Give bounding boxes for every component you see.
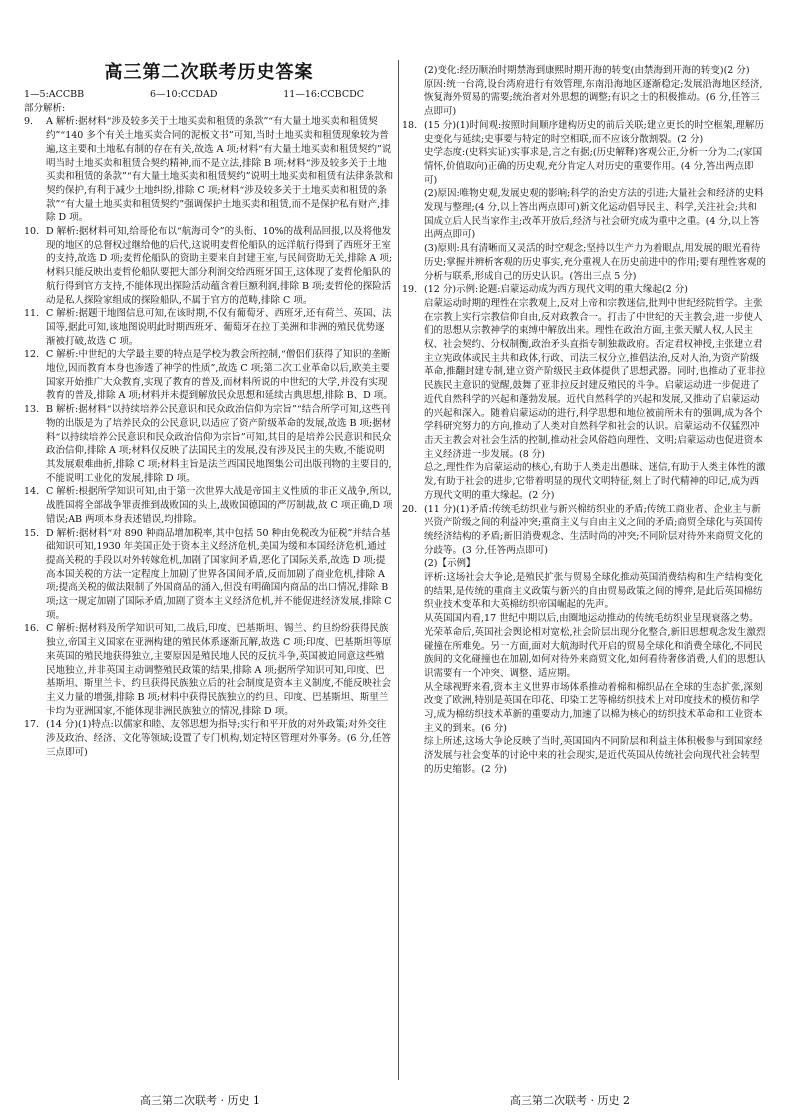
item-number	[402, 735, 424, 776]
item-number	[402, 571, 424, 612]
answer-item	[402, 681, 766, 736]
item-number	[402, 557, 424, 571]
item-number	[402, 78, 424, 119]
item-text: (2)变化:经历顺治时期禁海到康熙时期开海的转变(由禁海到开海的转变)(2 分)	[424, 65, 750, 76]
item-text: 从英国国内看,17 世纪中期以后,由圈地运动推动的传统毛纺织业呈现衰落之势。光荣革命后,英国社会舆论相对宽松,社会阶层出现分化整合,新旧思想观念发生激烈碰撞在所难免。另一方面,面对大航海时代开启的贸易全球化和消费全球化,不同民族间的文化碰撞也在加剧,如何对待外来商贸文化,如何看待奢侈消费,人们的思想认识需要有一个冲突、调整、适应期。	[424, 613, 766, 679]
item-number: 19.	[402, 284, 418, 296]
right-column	[402, 64, 766, 777]
item-number: 12.	[24, 349, 40, 361]
item-text: (2)原因:唯物史观,发展史观的影响;科学的治史方法的引进;大量社会和经济的史料发现与整理;(4 分,以上答出两点即可)新文化运动倡导民主、科学,关注社会;共和国成立后人民当家作主;改革开放后,经济与社会研究成为重中之重。(4 分,以上答出两点即可)	[424, 188, 764, 241]
item-number: 15.	[24, 527, 40, 539]
item-number	[402, 612, 424, 681]
answer-item	[24, 403, 394, 485]
right-item-list	[402, 64, 766, 777]
item-number	[402, 187, 424, 242]
mc-answer-group: 11—16:CCBCDC	[283, 89, 364, 100]
item-text: C 解析:中世纪的大学最主要的特点是学校为教会所控制,“僧侣们获得了知识的垄断地位,因而教育本身也渗透了神学的性质”,故选 C 项;第二次工业革命以后,欧美主要国家开始推广大众教育,实现了教育的普及,而材料所说的中世纪的大学,并没有实现教育的普及,排除 A 项;材料并未提到解放民众思想和延续古典思想,排除 B、D 项。	[46, 349, 393, 402]
left-item-list	[24, 115, 394, 759]
answer-item	[402, 612, 766, 681]
answer-item	[24, 115, 394, 225]
page-title: 高三第二次联考历史答案	[104, 62, 314, 83]
answer-item	[402, 297, 766, 461]
item-text: D 解析:据材料“对 890 种商品增加税率,其中包括 50 种由免税改为征税”并结合基础知识可知,1930 年美国正处于资本主义经济危机,美国为缓和本国经济危机,通过提高关税的手段以对外转嫁危机,加剧了国家间矛盾,恶化了国际关系,故选 D 项;提高本国关税的方法一定程度上加剧了世界各国间矛盾,反而加剧了商业危机,排除 A 项;提高关税的做法限制了外国商品的涌入,但没有明确国内商品的出口情况,排除 B 项;这一规定加剧了国际矛盾,加剧了资本主义经济危机,并不能促进经济发展,排除 C 项。	[46, 527, 392, 621]
item-number: 14.	[24, 486, 40, 498]
answer-item	[402, 557, 766, 571]
item-number	[402, 64, 424, 78]
item-number: 17.	[24, 719, 40, 731]
answer-item	[402, 571, 766, 612]
item-number: 18.	[402, 119, 418, 131]
item-text: (12 分)示例:论题:启蒙运动成为西方现代文明的重大缘起(2 分)	[424, 284, 688, 296]
item-text: 启蒙运动时期的理性在宗教观上,反对上帝和宗教迷信,批判中世纪经院哲学。主张在宗教上实行宗教信仰自由,反对政教合一。打击了中世纪的天主教会,进一步使人们的思想从宗教神学的束缚中解放出来。理性在政治方面,主张天赋人权,人民主权、社会契约、分权制衡,政治矛头直指专制独裁政府。否定君权神授,主张建立君主立宪政体或民主共和政体,行政、司法三权分立,推倡法治,反对人治,为资产阶级革命,推翻封建专制,建立资产阶级民主政体提供了思想武器。同时,也推动了亚非拉民族民主意识的觉醒,鼓舞了亚非拉反封建反殖民的斗争。启蒙运动进一步促进了近代自然科学的兴起和蓬勃发展。近代自然科学的兴起和发展,又推动了启蒙运动的兴起和深入。随着启蒙运动的进行,科学思想和地位被前所未有的强调,成为各个学科研究努力的方向,推动了人类对自然科学和社会的认识。启蒙运动不仅猛烈冲击天主教会对社会生活的控制,推动社会风俗趋向理性、文明;启蒙运动也促进资本主义经济进一步发展。(8 分)	[424, 297, 766, 460]
item-text: C 解析:据材料及所学知识可知,二战后,印度、巴基斯坦、锡兰、约旦纷纷获得民族独立,帝国主义国家在亚洲构建的殖民体系逐渐瓦解,故选 C 项;印度、巴基斯坦等原来英国的殖民地获得独立,主要原因是殖民地人民的反抗斗争,英国被迫同意这些殖民地独立,并非英国主动调整殖民政策的结果,排除 A 项;据所学知识可知,印度、巴基斯坦、斯里兰卡、约旦获得民族独立后的社会制度是资本主义制度,不能反映社会主义力量的增强,排除 B 项;材料中获得民族独立的约旦、印度、巴基斯坦、斯里兰卡均为亚洲国家,不能体现非洲民族独立的情况,排除 D 项。	[46, 623, 392, 717]
column-divider	[398, 60, 399, 1080]
item-number: 16.	[24, 623, 40, 635]
item-text: (14 分)(1)特点:以儒家和睦、友邻思想为指导;实行和平开放的对外政策;对外交往涉及政治、经济、文化等领域;设置了专门机构,划定特区管理对外事务。(6 分,任答三点即可)	[46, 719, 392, 758]
item-text: 原因:统一台湾,设台湾府进行有效管理,东南沿海地区逐渐稳定;发展沿海地区经济,恢复海外贸易的需要;统治者对外思想的调整;有识之士的积极推动。(6 分,任答三点即可)	[424, 78, 763, 118]
answer-item	[24, 527, 394, 623]
item-number: 11.	[24, 308, 40, 320]
answer-item	[402, 283, 766, 297]
item-number: 10.	[24, 226, 40, 238]
answer-item	[402, 461, 766, 502]
answer-item	[24, 622, 394, 718]
item-text: C 解析:据题干地图信息可知,在该时期,不仅有葡萄牙、西班牙,还有荷兰、英国、法国等,据此可知,该地图说明此时期西班牙、葡萄牙在拉丁美洲和非洲的殖民优势逐渐被打破,故选 C 项。	[46, 308, 392, 347]
item-text: 史学态度:(史料实证)实事求是,言之有据;(历史解释)客观公正,分析一分为二;(家国情怀,价值取向)正确的历史观,充分肯定人对历史的重要作用。(4 分,答出两点即可)	[424, 147, 763, 186]
answer-item	[24, 225, 394, 307]
item-text: (15 分)(1)时间观:按照时间顺序建构历史的前后关联;建立更长的时空框架,理解历史变化与延续;史事要与特定的时空相联,而不应该分散割裂。(2 分)	[424, 119, 764, 145]
item-number	[402, 242, 424, 283]
item-number: 20.	[402, 503, 418, 515]
answer-item	[402, 146, 766, 187]
item-text: A 解析:据材料“涉及较多关于土地买卖和租赁的条款”“有大量土地买卖和租赁契约”“140 多个有关土地买卖合同的泥板文书”可知,当时土地买卖和租赁现象较为普遍,这主要和土地私有制的存在有关,故选 A 项;材料“有大量土地买卖和租赁契约”说明当时土地买卖和租赁合契约精神,而不是立法,排除 B 项;材料“涉及较多关于土地买卖和租赁的条款”“有大量土地买卖和租赁契约”说明土地买卖和租赁有法律条款和契约保护,有利于减少土地纠纷,排除 C 项;材料“涉及较多关于土地买卖和租赁的条款”“有大量土地买卖和租赁契约”强调保护土地买卖和租赁,而不是保护私有财产,排除 D 项。	[46, 116, 394, 224]
item-text: (11 分)(1)矛盾:传统毛纺织业与新兴棉纺织业的矛盾;传统工商业者、企业主与新兴资产阶级之间的利益冲突;重商主义与自由主义之间的矛盾;商贸全球化与英国传统经济结构的矛盾;新旧消费观念、生活时尚的冲突;不同阶层对待外来商贸文化的分歧等。(3 分,任答两点即可)	[424, 503, 763, 556]
item-number	[402, 461, 424, 502]
footer-page-2: 高三第二次联考 · 历史 2	[510, 1094, 630, 1107]
answer-item	[402, 119, 766, 146]
answer-item	[402, 503, 766, 558]
answer-item	[24, 485, 394, 526]
item-number: 13.	[24, 404, 40, 416]
mc-answers	[24, 88, 394, 102]
mc-answer-group: 6—10:CCDAD	[149, 89, 218, 100]
answer-item	[24, 348, 394, 403]
mc-answer-group: 1—5:ACCBB	[24, 89, 85, 100]
answer-item	[24, 718, 394, 759]
item-text: B 解析:据材料“以持续培养公民意识和民众政治信仰为宗旨”“结合所学可知,这些刊物的出版是为了培养民众的公民意识,以适应了资产阶级革命的发展,故选 B 项;据材料“以持续培养公民意识和民众政治信仰为宗旨”可知,其目的是培养公民意识和民众政治信仰,排除 A 项;材料仅反映了法国民主的发展,没有涉及民主的失败,不能说明其发展艰难曲折,排除 C 项;材料主旨是法兰西国民地图集公司出版刊物的主要目的,不能说明工业化的发展,排除 D 项。	[46, 404, 392, 484]
answer-item	[402, 242, 766, 283]
answer-item	[402, 735, 766, 776]
footer-page-1: 高三第二次联考 · 历史 1	[140, 1094, 260, 1107]
item-text: 综上所述,这场大争论反映了当时,英国国内不同阶层和利益主体积极参与到国家经济发展与社会变革的讨论中来的社会现实,是近代英国从传统社会向现代社会转型的历史缩影。(2 分)	[424, 736, 763, 775]
item-text: D 解析:据材料可知,给哥伦布以“航海司令”的头衔、10%的战利品回报,以及将他发现的地区的总督权过继给他的后代,这说明麦哲伦船队的远洋航行得到了西班牙王室的支持,故选 D 项;麦哲伦船队的资助主要来自封建王室,与民间资助无关,排除 A 项;材料只能反映出麦哲伦船队要把大部分利润交给西班牙国王,这体现了麦哲伦船队的航行得到官方支持,不能体现出探险活动蕴含着巨额利润,排除 B 项;麦哲伦的探险活动是私人探险家组成的探险船队,不属于官方的范畴,排除 C 项。	[46, 226, 393, 306]
answer-item	[24, 307, 394, 348]
item-text: 评析:这场社会大争论,是殖民扩张与贸易全球化推动英国消费结构和生产结构变化的结果,是传统的重商主义政策与新兴的自由贸易政策之间的博弈,是此后英国棉纺织业技术变革和大英棉纺织帝国崛起的先声。	[424, 572, 763, 611]
answer-item	[402, 187, 766, 242]
item-text: 总之,理性作为启蒙运动的核心,有助于人类走出愚昧、迷信,有助于人类主体性的激发,有助于社会的进步,它带着明显的现代文明特征,刻上了时代精神的印记,成为西方现代文明的重大缘起。(2 分)	[424, 462, 766, 501]
item-number: 9.	[24, 116, 34, 128]
item-number	[402, 297, 424, 461]
mc-note: 部分解析:	[24, 102, 66, 114]
left-column	[24, 88, 394, 759]
answer-item	[402, 78, 766, 119]
item-number	[402, 146, 424, 187]
item-number	[402, 681, 424, 736]
item-text: (3)原则:具有清晰而又灵活的时空观念;坚持以生产力为着眼点,用发展的眼光看待历史;掌握并辨析客观的历史事实,充分重视人在历史前进中的作用;要有理性客观的分析与联系,形成自己的历史认识。(答出三点 5 分)	[424, 243, 766, 282]
answer-item	[402, 64, 766, 78]
item-text: C 解析:根据所学知识可知,由于第一次世界大战是帝国主义性质的非正义战争,所以,战胜国将全部战争罪责推到战败国的头上,战败国德国的严厉制裁,故 C 项正确,D 项错误;AB 两项本身表述错误,均排除。	[46, 486, 393, 525]
item-text: (2)【示例】	[424, 558, 476, 570]
item-text: 从全球视野来看,资本主义世界市场体系推动着棉和棉织品在全球的生态扩张,深刻改变了欧洲,特别是英国在印花、印染工艺等棉纺织技术上对印度技术的模仿和学习,成为棉纺织技术革新的重要动力,加速了以棉为核心的纺织技术革命和工业资本主义的到来。(6 分)	[424, 681, 763, 734]
